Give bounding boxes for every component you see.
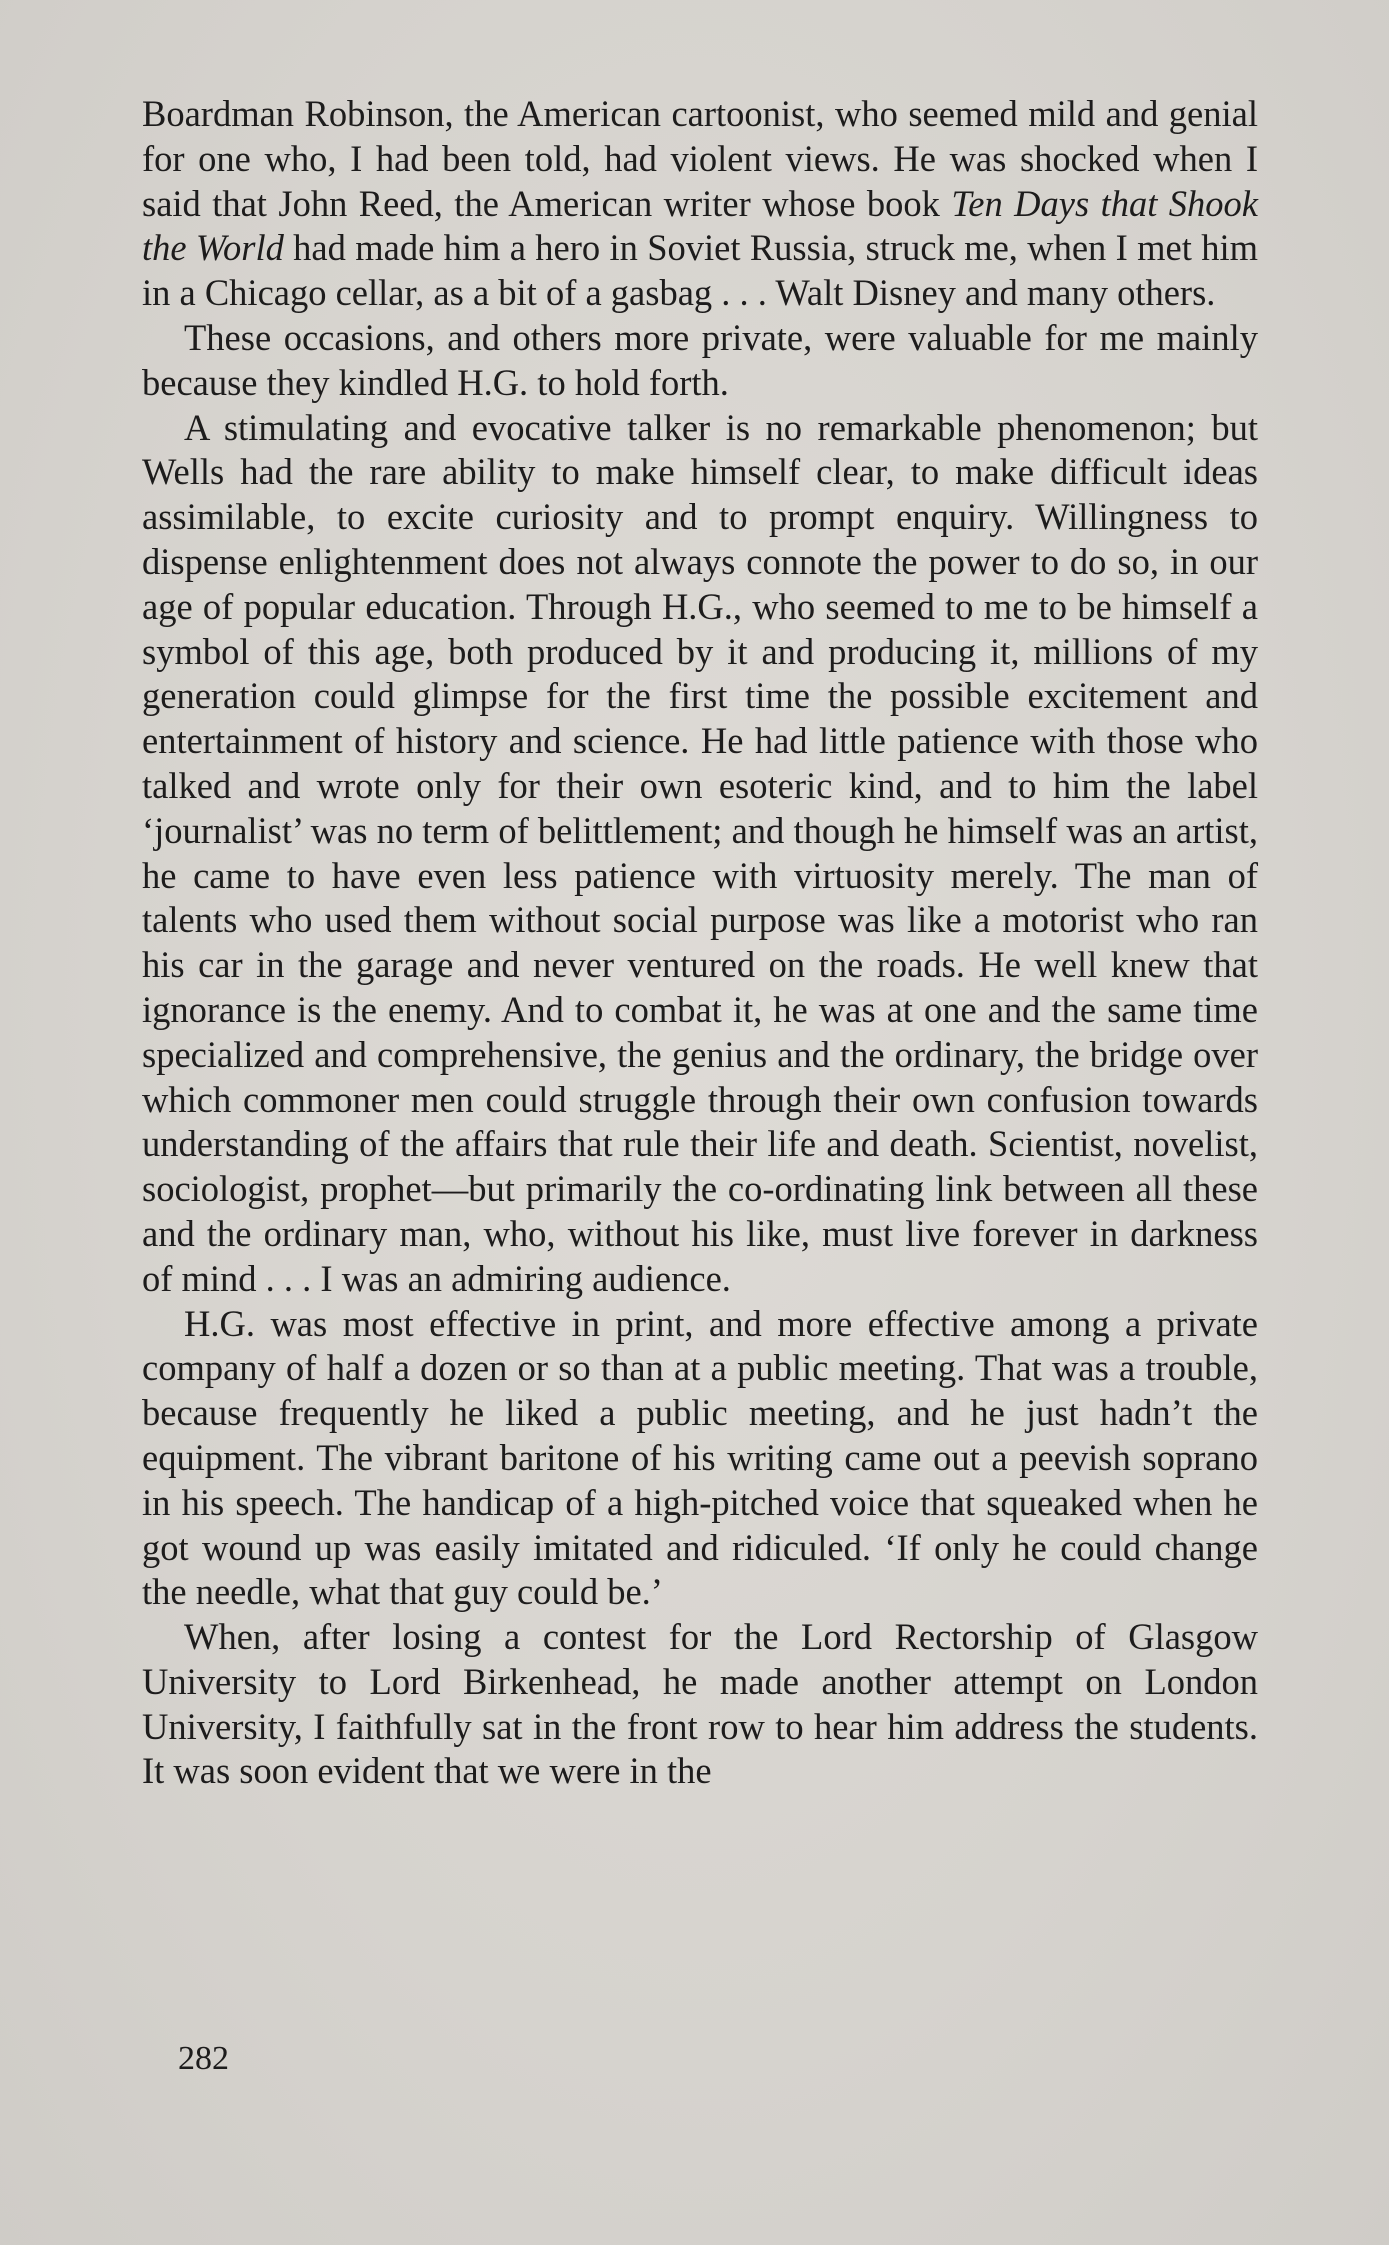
paragraph-1 <box>142 92 1258 316</box>
page-number: 282 <box>178 2040 229 2077</box>
paragraph-1-text-start: Boardman Robinson, the American cartoonist, who seemed mild and genial for one who, I had been told, had violent views. He was shocked when I said that John Reed, the American writer whose book <box>142 93 1258 224</box>
book-title-italic: Ten Days that Shook the World <box>142 182 1258 269</box>
paragraph-4: H.G. was most effective in print, and more effective among a private company of half a dozen or so than at a public meeting. That was a trouble, because frequently he liked a public meeting, and he just hadn’t the equipment. The vibrant baritone of his writing came out a peevish soprano in his speech. The handicap of a high-pitched voice that squeaked when he got wound up was easily imitated and ridiculed. ‘If only he could change the needle, what that guy could be.’ <box>142 1302 1258 1613</box>
paragraph-2: These occasions, and others more private, were valuable for me mainly because they kindled H.G. to hold forth. <box>142 316 1258 403</box>
paragraph-3: A stimulating and evocative talker is no remarkable phenomenon; but Wells had the rare ability to make himself clear, to make difficult ideas assimilable, to excite curiosity and to prompt enquiry. Willingness to dispense enlightenment does not always connote the power to do so, in our age of popular education. Through H.G., who seemed to me to be himself a symbol of this age, both produced by it and producing it, millions of my generation could glimpse for the first time the possible excitement and entertainment of history and science. He had little patience with those who talked and wrote only for their own esoteric kind, and to him the label ‘journalist’ was no term of belittlement; and though he himself was an artist, he came to have even less patience with virtuosity merely. The man of talents who used them without social purpose was like a motorist who ran his car in the garage and never ventured on the roads. He well knew that ignorance is the enemy. And to combat it, he was at one and the same time specialized and comprehensive, the genius and the ordinary, the bridge over which commoner men could struggle through their own confusion towards understanding of the affairs that rule their life and death. Scientist, novelist, sociologist, prophet—but primarily the co-ordinating link between all these and the ordinary man, who, without his like, must live forever in darkness of mind . . . I was an admiring audience. <box>142 406 1258 1299</box>
paragraph-1-text-end: had made him a hero in Soviet Russia, struck me, when I met him in a Chicago cellar, as a bit of a gasbag . . . Walt Disney and many others. <box>142 227 1258 314</box>
paragraph-5: When, after losing a contest for the Lord Rectorship of Glasgow University to Lord Birkenhead, he made another attempt on London University, I faithfully sat in the front row to hear him address the students. It was soon evident that we were in the <box>142 1616 1258 1792</box>
body-text <box>142 92 1258 1794</box>
